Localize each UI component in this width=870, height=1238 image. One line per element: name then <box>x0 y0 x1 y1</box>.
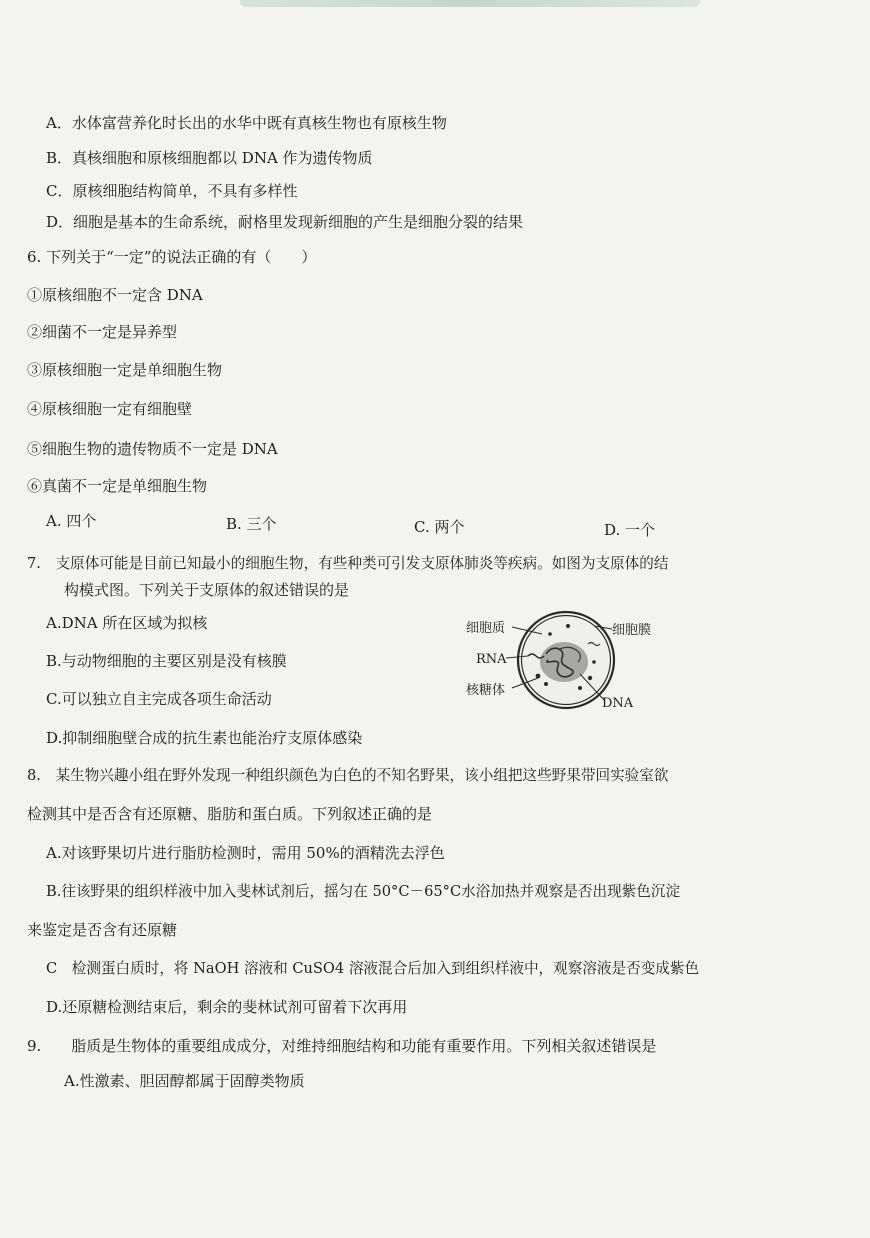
q5-option-a: A．水体富营养化时长出的水华中既有真核生物也有原核生物 <box>46 114 447 132</box>
q7-stem-line1: 7. 支原体可能是目前已知最小的细胞生物，有些种类可引发支原体肺炎等疾病。如图为支原体的结 <box>27 555 669 572</box>
ribosome-dot <box>588 676 592 680</box>
q7-option-a: A.DNA 所在区域为拟核 <box>46 614 208 632</box>
q6-item-5: ⑤细胞生物的遗传物质不一定是 DNA <box>27 440 278 458</box>
label-ribosome: 核糖体 <box>466 683 506 698</box>
q6-stem: 6. 下列关于“一定”的说法正确的有（ ） <box>27 248 317 266</box>
q8-stem-line1: 8. 某生物兴趣小组在野外发现一种组织颜色为白色的不知名野果，该小组把这些野果带回实验室欲 <box>27 767 669 784</box>
q6-option-d: D. 一个 <box>604 521 656 539</box>
mycoplasma-diagram-svg <box>462 604 672 716</box>
ribosome-dot <box>566 624 570 628</box>
q6-item-1: ①原核细胞不一定含 DNA <box>27 286 203 304</box>
label-cytoplasm: 细胞质 <box>466 621 506 636</box>
q7-option-d: D.抑制细胞壁合成的抗生素也能治疗支原体感染 <box>46 729 363 747</box>
q7-option-c: C.可以独立自主完成各项生命活动 <box>46 690 272 708</box>
q6-item-6: ⑥真菌不一定是单细胞生物 <box>27 477 208 495</box>
label-dna: DNA <box>602 696 634 711</box>
q8-stem-line2: 检测其中是否含有还原糖、脂肪和蛋白质。下列叙述正确的是 <box>27 805 433 823</box>
q6-item-4: ④原核细胞一定有细胞壁 <box>27 400 193 418</box>
mycoplasma-diagram <box>462 604 672 716</box>
q6-item-2: ②细菌不一定是异养型 <box>27 323 178 341</box>
q5-option-d: D．细胞是基本的生命系统，耐格里发现新细胞的产生是细胞分裂的结果 <box>46 213 524 231</box>
q6-option-a: A. 四个 <box>46 512 97 530</box>
ribosome-dot <box>548 632 552 636</box>
q8-option-d: D.还原糖检测结束后，剩余的斐林试剂可留着下次再用 <box>46 998 408 1016</box>
q8-option-c: C 检测蛋白质时，将 NaOH 溶液和 CuSO4 溶液混合后加入到组织样液中，观察溶液是否变成紫色 <box>46 960 700 977</box>
q8-option-b-line2: 来鉴定是否含有还原糖 <box>27 921 178 939</box>
q7-option-b: B.与动物细胞的主要区别是没有核膜 <box>46 652 287 670</box>
label-rna: RNA <box>476 652 507 667</box>
ribosome-dot <box>578 686 582 690</box>
ribosome-dot <box>544 682 548 686</box>
ribosome-dot <box>592 660 596 664</box>
q8-option-b-line1: B.往该野果的组织样液中加入斐林试剂后，摇匀在 50°C－65°C水浴加热并观察是否出现紫色沉淀 <box>46 883 681 900</box>
q6-item-3: ③原核细胞一定是单细胞生物 <box>27 361 223 379</box>
q9-stem: 9. 脂质是生物体的重要组成成分，对维持细胞结构和功能有重要作用。下列相关叙述错误是 <box>27 1037 657 1055</box>
q8-option-a: A.对该野果切片进行脂肪检测时，需用 50%的酒精洗去浮色 <box>46 844 445 862</box>
ribosome-dot <box>536 674 541 679</box>
q9-option-a: A.性激素、胆固醇都属于固醇类物质 <box>64 1072 305 1090</box>
page-edge-band <box>240 0 700 7</box>
q5-option-b: B．真核细胞和原核细胞都以 DNA 作为遗传物质 <box>46 149 373 167</box>
q5-option-c: C．原核细胞结构简单，不具有多样性 <box>46 182 298 200</box>
q7-stem-line2: 构模式图。下列关于支原体的叙述错误的是 <box>64 581 350 599</box>
q6-option-b: B. 三个 <box>226 515 277 533</box>
q6-option-c: C. 两个 <box>414 518 465 536</box>
label-membrane: 细胞膜 <box>612 623 652 638</box>
